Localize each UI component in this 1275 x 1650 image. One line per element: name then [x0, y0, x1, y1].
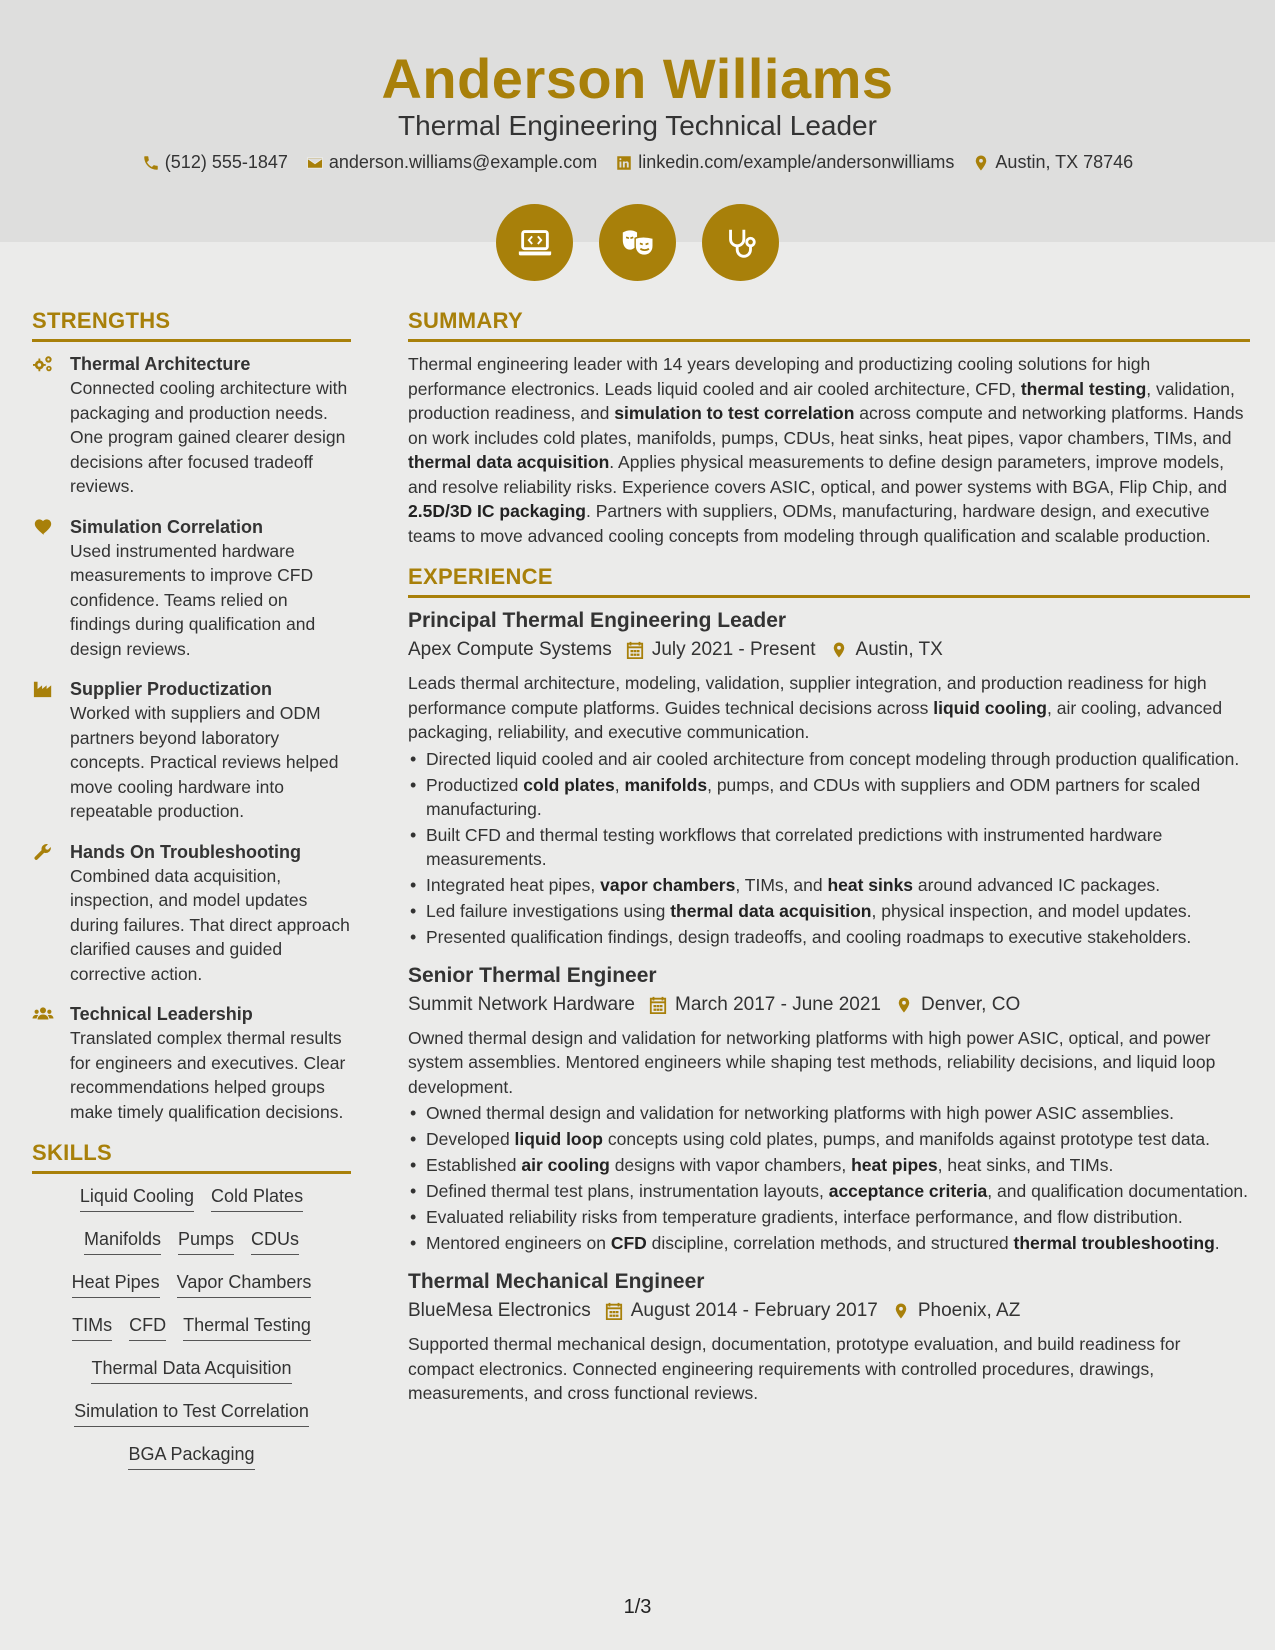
- text-segment: , and qualification documentation.: [987, 1181, 1249, 1201]
- text-segment: . Partners with suppliers, ODMs, manufacturing, hardware design, and executive teams to move advanced cooling concepts from modeling through qualification and scalable production.: [408, 501, 1211, 546]
- skills-list: [32, 1184, 351, 1470]
- text-segment: concepts using cold plates, pumps, and manifolds against prototype test data.: [603, 1129, 1211, 1149]
- skill-row: [32, 1227, 351, 1255]
- strength-desc: Connected cooling architecture with packaging and production needs. One program gained clearer design decisions after focused tradeoff reviews.: [70, 378, 348, 496]
- emphasis-text: liquid cooling: [933, 697, 1047, 718]
- bullet-item: [408, 1179, 1250, 1203]
- bullet-item: [408, 1101, 1250, 1125]
- calendar-icon: [605, 1301, 623, 1321]
- text-segment: Mentored engineers on: [426, 1233, 611, 1253]
- job-description: [408, 1332, 1250, 1406]
- job-bullets: [408, 747, 1250, 949]
- job-location: Denver, CO: [920, 993, 1021, 1015]
- text-segment: Supported thermal mechanical design, documentation, prototype evaluation, and build readiness for compact electronics. Connected engineering requirements with controlled procedures, drawings, measurements, and cross functional reviews.: [408, 1334, 1181, 1403]
- skill-row: [32, 1184, 351, 1212]
- text-segment: discipline, correlation methods, and structured: [646, 1233, 1014, 1253]
- strength-desc: Combined data acquisition, inspection, and model updates during failures. That direct approach clarified causes and guided corrective action.: [70, 865, 350, 984]
- stethoscope-badge: [702, 204, 779, 281]
- theater-masks-icon: [619, 224, 657, 262]
- text-segment: Leads thermal architecture, modeling, validation, supplier integration, and production readiness for high performance compute platforms. Guides technical decisions across: [408, 673, 1207, 718]
- skill-tag: Simulation to Test Correlation: [74, 1399, 309, 1427]
- skill-tag: Thermal Data Acquisition: [91, 1356, 291, 1384]
- emphasis-text: thermal data acquisition: [670, 900, 872, 921]
- skill-tag: Thermal Testing: [183, 1313, 311, 1341]
- gears-icon: [32, 354, 54, 374]
- strength-title: Technical Leadership: [70, 1004, 253, 1024]
- strength-item: [32, 840, 351, 987]
- text-segment: , air cooling, advanced packaging, reliability, and executive communication.: [408, 697, 1223, 742]
- text-segment: Owned thermal design and validation for networking platforms with high power ASIC assemblies.: [426, 1103, 1175, 1123]
- skill-tag: Heat Pipes: [72, 1270, 160, 1298]
- laptop-code-badge: [496, 204, 573, 281]
- right-column: [408, 308, 1250, 1420]
- users-icon: [32, 1004, 54, 1024]
- job-meta: [408, 639, 1250, 661]
- skill-tag: Manifolds: [84, 1227, 161, 1255]
- skill-tag: Cold Plates: [211, 1184, 303, 1212]
- linkedin-text: linkedin.com/example/andersonwilliams: [638, 152, 955, 172]
- job-location: Austin, TX: [855, 639, 943, 660]
- contact-location: [972, 152, 1133, 173]
- job-dates: August 2014 - February 2017: [630, 1300, 878, 1321]
- emphasis-text: vapor chambers: [600, 874, 736, 895]
- skill-row: [32, 1399, 351, 1427]
- bullet-item: [408, 823, 1250, 871]
- company-name: Apex Compute Systems: [408, 639, 612, 660]
- strength-item: [32, 677, 351, 824]
- experience-list: [408, 608, 1250, 1406]
- strength-desc: Worked with suppliers and ODM partners beyond laboratory concepts. Practical reviews helped move cooling hardware into repeatable production.: [70, 703, 339, 821]
- text-segment: Defined thermal test plans, instrumentation layouts,: [426, 1181, 829, 1201]
- industry-icon: [32, 679, 54, 699]
- job-dates: July 2021 - Present: [651, 639, 816, 660]
- text-segment: Owned thermal design and validation for networking platforms with high power ASIC, optical, and power system assemblies. Mentored engineers while shaping test methods, reliability decisions, and liquid loop development.: [408, 1027, 1216, 1097]
- job-entry: [408, 963, 1250, 1256]
- contact-linkedin[interactable]: [615, 152, 954, 173]
- text-segment: Directed liquid cooled and air cooled architecture from concept modeling through production qualification.: [426, 748, 1240, 769]
- bullet-item: [408, 873, 1250, 897]
- map-pin-icon: [895, 995, 913, 1015]
- job-meta: [408, 994, 1250, 1016]
- emphasis-text: CFD: [610, 1233, 647, 1253]
- calendar-icon: [626, 640, 644, 660]
- emphasis-text: simulation to test correlation: [614, 403, 855, 423]
- badge-row: [0, 204, 1275, 281]
- map-pin-icon: [830, 640, 848, 660]
- text-segment: Developed: [426, 1129, 515, 1149]
- bullet-item: [408, 899, 1250, 923]
- strength-item: [32, 515, 351, 662]
- job-location: Phoenix, AZ: [917, 1300, 1021, 1321]
- job-title: Thermal Mechanical Engineer: [408, 1270, 705, 1293]
- contact-phone[interactable]: [142, 152, 288, 173]
- emphasis-text: manifolds: [624, 774, 708, 795]
- text-segment: Presented qualification findings, design tradeoffs, and cooling roadmaps to executive stakeholders.: [426, 926, 1192, 947]
- skill-row: [32, 1313, 351, 1341]
- skill-tag: Pumps: [178, 1227, 234, 1255]
- skill-tag: Vapor Chambers: [177, 1270, 312, 1298]
- phone-text: (512) 555-1847: [164, 152, 288, 172]
- strength-title: Simulation Correlation: [70, 516, 264, 537]
- text-segment: Productized: [426, 774, 524, 795]
- emphasis-text: 2.5D/3D IC packaging: [408, 501, 586, 521]
- location-text: Austin, TX 78746: [995, 152, 1134, 172]
- bullet-item: [408, 1153, 1250, 1177]
- bullet-item: [408, 925, 1250, 949]
- summary-heading: SUMMARY: [408, 308, 1250, 342]
- text-segment: .: [1214, 1233, 1220, 1253]
- strengths-heading: STRENGTHS: [32, 308, 351, 342]
- emphasis-text: acceptance criteria: [828, 1181, 988, 1201]
- strength-desc: Translated complex thermal results for engineers and executives. Clear recommendations helped groups make timely qualification decisions.: [70, 1028, 346, 1122]
- text-segment: ,: [614, 774, 625, 795]
- strength-title: Supplier Productization: [70, 679, 273, 699]
- bullet-item: [408, 747, 1250, 771]
- text-segment: , heat sinks, and TIMs.: [937, 1155, 1114, 1175]
- emphasis-text: heat pipes: [851, 1155, 938, 1175]
- emphasis-text: thermal troubleshooting: [1013, 1233, 1215, 1253]
- emphasis-text: liquid loop: [514, 1129, 603, 1149]
- text-segment: Integrated heat pipes,: [426, 874, 601, 895]
- company-name: BlueMesa Electronics: [408, 1300, 591, 1321]
- email-text: anderson.williams@example.com: [328, 152, 598, 172]
- emphasis-text: heat sinks: [827, 874, 914, 895]
- text-segment: Established: [426, 1155, 522, 1175]
- strength-item: [32, 352, 351, 499]
- calendar-icon: [649, 995, 667, 1015]
- bullet-item: [408, 1231, 1250, 1255]
- skill-row: [32, 1270, 351, 1298]
- left-column: [32, 308, 351, 1485]
- strength-item: [32, 1002, 351, 1124]
- candidate-title: Thermal Engineering Technical Leader: [398, 110, 877, 141]
- stethoscope-icon: [722, 224, 760, 262]
- contact-bar: [0, 152, 1275, 173]
- emphasis-text: thermal data acquisition: [408, 452, 610, 472]
- job-bullets: [408, 1101, 1250, 1255]
- page-number: 1/3: [623, 1596, 652, 1618]
- skill-tag: CFD: [129, 1313, 166, 1341]
- text-segment: Evaluated reliability risks from temperature gradients, interface performance, and flow distribution.: [426, 1207, 1183, 1227]
- text-segment: Led failure investigations using: [426, 900, 671, 921]
- summary-text: [408, 352, 1250, 548]
- job-description: [408, 1026, 1250, 1100]
- text-segment: Built CFD and thermal testing workflows that correlated predictions with instrumented hardware measurements.: [426, 824, 1163, 869]
- map-pin-icon: [972, 154, 990, 172]
- experience-heading: EXPERIENCE: [408, 564, 1250, 598]
- text-segment: across compute and networking platforms. Hands on work includes cold plates, manifolds, pumps, CDUs, heat sinks, heat pipes, vapor chambers, TIMs, and: [408, 403, 1244, 448]
- bullet-item: [408, 1205, 1250, 1229]
- strength-title: Thermal Architecture: [70, 354, 251, 374]
- text-segment: , physical inspection, and model updates.: [871, 900, 1192, 921]
- job-entry: [408, 608, 1250, 949]
- text-segment: , TIMs, and: [735, 874, 828, 895]
- text-segment: , validation, production readiness, and: [408, 378, 1235, 423]
- wrench-icon: [32, 842, 54, 862]
- skill-tag: BGA Packaging: [128, 1442, 254, 1470]
- skill-tag: Liquid Cooling: [80, 1184, 194, 1212]
- text-segment: Thermal engineering leader with 14 years developing and productizing cooling solutions for high performance electronics. Leads liquid cooled and air cooled architecture, CFD,: [408, 354, 1151, 399]
- skill-row: [32, 1356, 351, 1384]
- text-segment: designs with vapor chambers,: [609, 1155, 852, 1175]
- skills-heading: SKILLS: [32, 1140, 351, 1174]
- company-name: Summit Network Hardware: [408, 993, 635, 1015]
- bullet-item: [408, 1127, 1250, 1151]
- skill-tag: TIMs: [72, 1313, 112, 1341]
- strength-title: Hands On Troubleshooting: [70, 841, 301, 862]
- emphasis-text: air cooling: [521, 1155, 610, 1175]
- text-segment: . Applies physical measurements to define design parameters, improve models, and resolve reliability risks. Experience covers ASIC, optical, and power systems with BGA, Flip Chip, and: [408, 452, 1227, 497]
- heart-icon: [32, 517, 54, 537]
- phone-icon: [142, 154, 160, 172]
- emphasis-text: cold plates: [523, 774, 615, 795]
- strength-desc: Used instrumented hardware measurements to improve CFD confidence. Teams relied on findings during qualification and design reviews.: [70, 540, 316, 659]
- job-dates: March 2017 - June 2021: [675, 993, 881, 1015]
- text-segment: , pumps, and CDUs with suppliers and ODM partners for scaled manufacturing.: [426, 774, 1201, 819]
- skill-tag: CDUs: [251, 1227, 299, 1255]
- contact-email[interactable]: [306, 152, 597, 173]
- theater-masks-badge: [599, 204, 676, 281]
- laptop-code-icon: [516, 224, 554, 262]
- job-entry: [408, 1269, 1250, 1406]
- text-segment: around advanced IC packages.: [913, 874, 1161, 895]
- linkedin-icon: [615, 154, 633, 172]
- job-description: [408, 671, 1250, 745]
- skill-row: [32, 1442, 351, 1470]
- job-title: Principal Thermal Engineering Leader: [408, 609, 787, 632]
- candidate-name: Anderson Williams: [381, 47, 894, 110]
- envelope-icon: [306, 154, 324, 172]
- map-pin-icon: [892, 1301, 910, 1321]
- job-meta: [408, 1300, 1250, 1322]
- job-title: Senior Thermal Engineer: [408, 963, 657, 987]
- emphasis-text: thermal testing: [1020, 378, 1147, 399]
- bullet-item: [408, 773, 1250, 821]
